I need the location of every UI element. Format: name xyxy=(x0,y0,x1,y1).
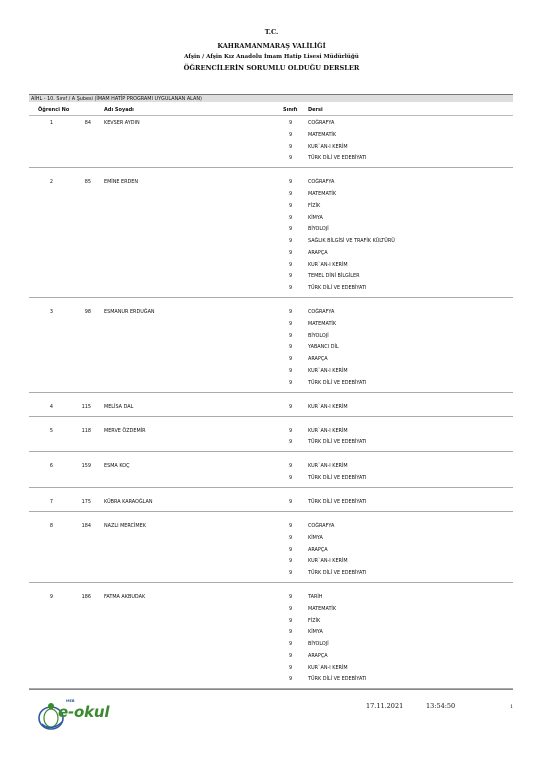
course-name: MATEMATİK xyxy=(308,131,337,138)
course-name: TÜRK DİLİ VE EDEBİYATI xyxy=(308,439,367,446)
course-name: FİZİK xyxy=(308,202,321,209)
course-name: YABANCI DİL xyxy=(308,344,339,351)
student-name: MERVE ÖZDEMİR xyxy=(104,427,146,434)
course-class: 9 xyxy=(289,356,293,362)
student-number: 186 xyxy=(81,594,91,600)
column-header-class: Sınıfı xyxy=(283,107,298,113)
logo-text: e-okul xyxy=(58,703,110,721)
course-name: MATEMATİK xyxy=(308,605,337,612)
student-name: MELİSA DAL xyxy=(104,403,134,410)
print-time: 13:54:50 xyxy=(426,702,456,710)
course-name: TÜRK DİLİ VE EDEBİYATI xyxy=(308,570,367,576)
course-name: TÜRK DİLİ VE EDEBİYATI xyxy=(308,676,367,683)
course-class: 9 xyxy=(289,676,293,683)
student-name: EMİNE ERDEN xyxy=(104,179,139,186)
student-number: 118 xyxy=(81,427,91,434)
course-class: 9 xyxy=(289,403,293,410)
course-class: 9 xyxy=(289,523,293,529)
course-class: 9 xyxy=(289,202,293,209)
student-number: 184 xyxy=(81,523,91,529)
student-name: KEVSER AYDIN xyxy=(104,120,140,126)
course-class: 9 xyxy=(289,131,293,138)
class-label: AİHL - 10. Sınıf / A Şubesi (İMAM HATİP PROGRAMI UYGULANAN ALAN) xyxy=(29,94,513,102)
student-name: KÜBRA KARAOĞLAN xyxy=(104,499,153,505)
course-name: BİYOLOJİ xyxy=(308,226,329,233)
course-class: 9 xyxy=(289,179,293,186)
header-tc: T.C. xyxy=(264,28,279,36)
student-index: 5 xyxy=(49,427,53,434)
page-title: ÖĞRENCİLERİN SORUMLU OLDUĞU DERSLER xyxy=(183,64,360,72)
student-number: 84 xyxy=(84,120,91,126)
student-separator xyxy=(29,416,513,417)
course-class: 9 xyxy=(289,652,293,659)
course-class: 9 xyxy=(289,499,293,505)
student-index: 3 xyxy=(49,309,53,315)
course-class: 9 xyxy=(289,249,293,256)
footer-divider xyxy=(29,689,513,690)
course-class: 9 xyxy=(289,594,293,600)
course-class: 9 xyxy=(289,534,293,541)
course-name: KUR`AN-I KERİM xyxy=(308,403,348,410)
student-name: FATMA AKBUDAK xyxy=(104,594,146,600)
course-name: TÜRK DİLİ VE EDEBİYATI xyxy=(308,379,367,386)
course-class: 9 xyxy=(289,226,293,233)
course-name: TÜRK DİLİ VE EDEBİYATI xyxy=(308,475,367,481)
course-name: BİYOLOJİ xyxy=(308,332,329,339)
student-name: ESMA KOÇ xyxy=(104,463,130,470)
student-number: 98 xyxy=(84,309,91,315)
course-name: TÜRK DİLİ VE EDEBİYATI xyxy=(308,155,367,162)
column-header-course: Dersi xyxy=(308,107,323,113)
course-class: 9 xyxy=(289,558,293,565)
student-index: 1 xyxy=(49,120,53,126)
page-number: 1 xyxy=(510,704,514,710)
course-class: 9 xyxy=(289,367,293,374)
student-separator xyxy=(29,487,513,488)
student-separator xyxy=(29,297,513,298)
course-class: 9 xyxy=(289,617,293,624)
student-separator xyxy=(29,511,513,512)
student-index: 7 xyxy=(49,499,53,505)
course-class: 9 xyxy=(289,238,293,244)
student-separator xyxy=(29,392,513,393)
course-name: KİMYA xyxy=(308,214,323,221)
course-name: KUR`AN-I KERİM xyxy=(308,427,348,434)
course-name: KUR`AN-I KERİM xyxy=(308,367,348,374)
course-class: 9 xyxy=(289,261,293,268)
course-name: TEMEL DİNİ BİLGİLER xyxy=(308,273,360,280)
course-class: 9 xyxy=(289,570,293,576)
student-number: 175 xyxy=(81,499,91,505)
column-header-student-no: Öğrenci No xyxy=(38,107,70,113)
course-name: KUR`AN-I KERİM xyxy=(308,463,348,470)
course-name: COĞRAFYA xyxy=(308,309,335,315)
course-name: SAĞLIK BİLGİSİ VE TRAFİK KÜLTÜRÜ xyxy=(308,238,395,244)
course-name: ARAPÇA xyxy=(308,356,328,362)
student-index: 8 xyxy=(49,523,53,529)
student-number: 159 xyxy=(81,463,91,470)
course-name: MATEMATİK xyxy=(308,191,337,197)
course-class: 9 xyxy=(289,143,293,150)
course-name: KUR`AN-I KERİM xyxy=(308,558,348,565)
student-name: ESMANUR ERDUĞAN xyxy=(104,309,155,315)
course-class: 9 xyxy=(289,427,293,434)
course-name: KUR`AN-I KERİM xyxy=(308,261,348,268)
course-name: KUR`AN-I KERİM xyxy=(308,143,348,150)
header-school: Afşin / Afşin Kız Anadolu İmam Hatip Lisesi Müdürlüğü xyxy=(184,54,359,60)
course-class: 9 xyxy=(289,629,293,636)
student-index: 4 xyxy=(49,403,53,410)
student-index: 6 xyxy=(49,463,53,470)
course-name: KİMYA xyxy=(308,629,323,636)
course-class: 9 xyxy=(289,344,293,351)
student-separator xyxy=(29,451,513,452)
course-class: 9 xyxy=(289,120,293,126)
course-name: MATEMATİK xyxy=(308,320,337,327)
course-class: 9 xyxy=(289,664,293,671)
course-name: BİYOLOJİ xyxy=(308,641,329,647)
student-index: 9 xyxy=(49,594,53,600)
course-class: 9 xyxy=(289,475,293,481)
course-class: 9 xyxy=(289,285,293,291)
course-class: 9 xyxy=(289,546,293,553)
print-date: 17.11.2021 xyxy=(366,702,404,710)
course-name: KİMYA xyxy=(308,534,323,541)
course-class: 9 xyxy=(289,155,293,162)
student-name: NAZLI MERCİMEK xyxy=(104,523,146,529)
course-name: TÜRK DİLİ VE EDEBİYATI xyxy=(308,499,367,505)
course-name: ARAPÇA xyxy=(308,546,328,553)
student-number: 115 xyxy=(81,403,91,410)
course-name: COĞRAFYA xyxy=(308,120,335,126)
course-name: FİZİK xyxy=(308,617,321,624)
course-class: 9 xyxy=(289,605,293,612)
course-name: ARAPÇA xyxy=(308,652,328,659)
course-name: TARİH xyxy=(308,594,323,600)
course-class: 9 xyxy=(289,641,293,647)
course-class: 9 xyxy=(289,439,293,446)
header-governorship: KAHRAMANMARAŞ VALİLİĞİ xyxy=(217,42,326,50)
course-name: ARAPÇA xyxy=(308,249,328,256)
course-class: 9 xyxy=(289,191,293,197)
course-name: KUR`AN-I KERİM xyxy=(308,664,348,671)
course-name: TÜRK DİLİ VE EDEBİYATI xyxy=(308,285,367,291)
course-class: 9 xyxy=(289,214,293,221)
course-class: 9 xyxy=(289,379,293,386)
student-separator xyxy=(29,167,513,168)
course-class: 9 xyxy=(289,309,293,315)
course-class: 9 xyxy=(289,320,293,327)
column-header-name: Adı Soyadı xyxy=(104,107,134,113)
course-class: 9 xyxy=(289,463,293,470)
course-name: COĞRAFYA xyxy=(308,523,335,529)
student-separator xyxy=(29,582,513,583)
course-class: 9 xyxy=(289,273,293,280)
student-number: 85 xyxy=(84,179,91,186)
student-index: 2 xyxy=(49,179,53,186)
logo-meb-label: MEB xyxy=(66,699,75,703)
course-name: COĞRAFYA xyxy=(308,179,335,186)
course-class: 9 xyxy=(289,332,293,339)
